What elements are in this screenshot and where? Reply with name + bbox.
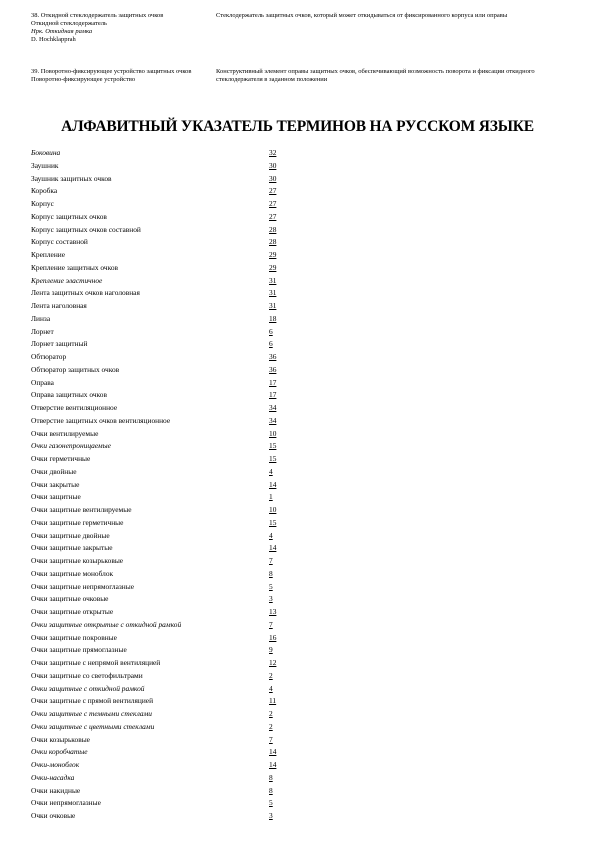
index-page-link[interactable]: 15: [269, 441, 277, 451]
index-entry: [31, 224, 291, 237]
definition-term-cell: [31, 68, 216, 108]
index-entry: [31, 759, 291, 772]
index-term: Очки защитные козырьковые: [31, 556, 124, 565]
index-term: Очки защитные прямоглазные: [31, 645, 127, 655]
index-entry: [31, 338, 291, 351]
index-entry: [31, 632, 291, 645]
index-term: Очки защитные: [31, 492, 81, 502]
index-entry: [31, 542, 291, 555]
index-page-link[interactable]: 4: [269, 466, 273, 476]
index-page-link[interactable]: 31: [269, 301, 277, 310]
index-entry: [31, 657, 291, 670]
index-term: Очки защитные очковые: [31, 594, 109, 604]
index-entry: [31, 479, 291, 492]
index-entry: [31, 644, 291, 657]
index-entry: [31, 428, 291, 441]
index-term: Очки закрытые: [31, 479, 80, 489]
index-page-link[interactable]: 5: [269, 798, 273, 808]
index-term: Заушник: [31, 160, 59, 170]
index-page-link[interactable]: 32: [269, 148, 277, 157]
index-term: Коробка: [31, 186, 58, 196]
index-entry: [31, 389, 291, 402]
index-entry: [31, 810, 291, 823]
index-term: Очки герметичные: [31, 454, 91, 463]
index-term: Заушник защитных очков: [31, 173, 112, 183]
index-page-link[interactable]: 2: [269, 709, 273, 718]
index-term: Обтюратор защитных очков: [31, 364, 120, 374]
index-entry: [31, 147, 291, 160]
index-page-link[interactable]: 7: [269, 556, 273, 565]
index-term: Линза: [31, 313, 51, 323]
index-entry: [31, 185, 291, 198]
index-page-link[interactable]: 1: [269, 492, 273, 502]
index-term: Очки защитные вентилируемые: [31, 505, 132, 514]
index-entry: [31, 351, 291, 364]
index-term: Очки защитные покровные: [31, 632, 117, 642]
definition-row: [31, 68, 571, 108]
index-term: Крепление: [31, 250, 66, 259]
index-page-link[interactable]: 14: [269, 760, 277, 769]
index-entry: [31, 377, 291, 390]
index-entry: [31, 785, 291, 798]
index-entry: [31, 415, 291, 428]
index-entry: [31, 236, 291, 249]
index-entry: [31, 160, 291, 173]
index-term: Лента наголовная: [31, 301, 87, 310]
index-term: Крепление эластичное: [31, 275, 103, 285]
index-entry: [31, 772, 291, 785]
index-term: Очки вентилируемые: [31, 428, 99, 438]
index-entry: [31, 364, 291, 377]
index-page-link[interactable]: 6: [269, 326, 273, 336]
index-term: Очки газонепроницаемые: [31, 441, 111, 451]
index-page-link[interactable]: 8: [269, 785, 273, 795]
index-term: Корпус защитных очков составной: [31, 224, 141, 234]
index-entry: [31, 313, 291, 326]
index-term: Лента защитных очков наголовная: [31, 288, 140, 298]
index-term: Очки защитные открытые: [31, 607, 114, 616]
index-page-link[interactable]: 3: [269, 811, 273, 820]
index-term: Очки коробчатые: [31, 747, 88, 757]
index-entry: [31, 746, 291, 759]
index-entry: [31, 708, 291, 721]
index-term: Корпус составной: [31, 237, 88, 247]
index-term: Очки очковые: [31, 811, 76, 820]
definition-term-line: 38. Откидной стеклодержатель защитных очков: [31, 12, 164, 19]
index-page-link[interactable]: 4: [269, 530, 273, 540]
index-page-link[interactable]: 10: [269, 505, 277, 514]
index-entry: [31, 721, 291, 734]
index-page-link[interactable]: 27: [269, 199, 277, 208]
index-page-link[interactable]: 8: [269, 568, 273, 578]
index-page-link[interactable]: 12: [269, 658, 277, 667]
definition-term-cell: [31, 12, 216, 68]
index-entry: [31, 568, 291, 581]
index-page-link[interactable]: 7: [269, 734, 273, 744]
index-page-link[interactable]: 29: [269, 250, 277, 259]
index-term: Очки непрямоглазные: [31, 798, 101, 808]
index-page-link[interactable]: 6: [269, 339, 273, 349]
index-term: Обтюратор: [31, 352, 67, 361]
index-page-link[interactable]: 28: [269, 237, 277, 247]
index-entry: [31, 287, 291, 300]
index-page-link[interactable]: 31: [269, 288, 277, 298]
definition-term-line: D. Hochklapprah: [31, 36, 76, 43]
index-entry: [31, 530, 291, 543]
index-page-link[interactable]: 9: [269, 645, 273, 655]
index-page-link[interactable]: 36: [269, 364, 277, 374]
index-entry: [31, 262, 291, 275]
definitions-table: [31, 12, 571, 108]
index-entry: [31, 517, 291, 530]
index-heading: АЛФАВИТНЫЙ УКАЗАТЕЛЬ ТЕРМИНОВ НА РУССКОМ ЯЗЫКЕ: [61, 118, 534, 135]
index-page-link[interactable]: 31: [269, 275, 277, 285]
index-page-link[interactable]: 5: [269, 581, 273, 591]
definition-term-line: Поворотно-фиксирующее устройство: [31, 76, 136, 83]
index-page-link[interactable]: 14: [269, 543, 277, 553]
index-entry: [31, 797, 291, 810]
index-term: Корпус: [31, 199, 54, 208]
index-term: Очки защитные двойные: [31, 530, 110, 540]
index-entry: [31, 249, 291, 262]
index-term: Очки защитные герметичные: [31, 517, 124, 527]
index-term: Крепление защитных очков: [31, 262, 119, 272]
index-page-link[interactable]: 17: [269, 390, 277, 400]
index-entry: [31, 491, 291, 504]
index-term: Очки защитные с прямой вентиляцией: [31, 696, 154, 706]
index-page-link[interactable]: 8: [269, 772, 273, 782]
index-term: Оправа: [31, 377, 54, 387]
index-page-link[interactable]: 34: [269, 415, 277, 425]
index-entry: [31, 453, 291, 466]
index-page-link[interactable]: 30: [269, 173, 277, 183]
index-term: Очки защитные с откидной рамкой: [31, 683, 145, 693]
definition-text: Конструктивный элемент оправы защитных очков, обеспечивающий возможность поворота и фиксации откидного стеклодержателя в заданном положении: [216, 68, 535, 83]
index-page-link[interactable]: 10: [269, 428, 277, 438]
index-page-link[interactable]: 28: [269, 224, 277, 234]
index-entry: [31, 275, 291, 288]
index-entry: [31, 670, 291, 683]
index-term: Очки двойные: [31, 466, 77, 476]
index-page-link[interactable]: 3: [269, 594, 273, 604]
index-term: Боковина: [31, 148, 61, 157]
index-entry: [31, 326, 291, 339]
index-page-link[interactable]: 30: [269, 160, 277, 170]
definition-term-line: Откидной стеклодержатель: [31, 20, 107, 27]
index-term: Очки защитные с темными стеклами: [31, 709, 152, 718]
index-term: Очки защитные со светофильтрами: [31, 670, 143, 680]
index-term: Очки-моноблок: [31, 760, 80, 769]
index-page-link[interactable]: 11: [269, 696, 277, 706]
index-term: Очки защитные с цветными стеклами: [31, 721, 155, 731]
index-page-link[interactable]: 27: [269, 186, 277, 196]
index-term: Очки-насадка: [31, 772, 75, 782]
index-term: Отверстие защитных очков вентиляционное: [31, 415, 171, 425]
index-term: Очки защитные моноблок: [31, 568, 114, 578]
index-entry: [31, 619, 291, 632]
index-page-link[interactable]: 15: [269, 517, 277, 527]
index-page-link[interactable]: 18: [269, 313, 277, 323]
index-entry: [31, 555, 291, 568]
index-entry: [31, 300, 291, 313]
index-term: Очки защитные закрытые: [31, 543, 113, 553]
index-entry: [31, 211, 291, 224]
index-entry: [31, 695, 291, 708]
index-term: Очки защитные непрямоглазные: [31, 581, 134, 591]
index-term: Очки защитные с непрямой вентиляцией: [31, 658, 161, 667]
index-entry: [31, 581, 291, 594]
index-page-link[interactable]: 36: [269, 352, 277, 361]
index-entry: [31, 734, 291, 747]
definition-term-line: Нрк. Откидная рамка: [31, 28, 93, 35]
index-term: Лорнет защитный: [31, 339, 88, 349]
index-page-link[interactable]: 16: [269, 632, 277, 642]
index-page-link[interactable]: 29: [269, 262, 277, 272]
index-entry: [31, 683, 291, 696]
index-page-link[interactable]: 15: [269, 454, 277, 463]
index-entry: [31, 402, 291, 415]
index-entry: [31, 198, 291, 211]
index-page-link[interactable]: 27: [269, 211, 277, 221]
index-entry: [31, 173, 291, 186]
index-term: Очки защитные открытые с откидной рамкой: [31, 619, 182, 629]
index-term: Очки козырьковые: [31, 734, 90, 744]
index-term: Очки накидные: [31, 785, 81, 795]
index-page-link[interactable]: 7: [269, 619, 273, 629]
index-page-link[interactable]: 2: [269, 721, 273, 731]
index-entry: [31, 440, 291, 453]
index-page-link[interactable]: 14: [269, 747, 277, 757]
index-page-link[interactable]: 4: [269, 683, 273, 693]
definition-row: [31, 12, 571, 68]
index-page-link[interactable]: 2: [269, 670, 273, 680]
index-term: Корпус защитных очков: [31, 211, 107, 221]
index-page-link[interactable]: 17: [269, 377, 277, 387]
index-page-link[interactable]: 14: [269, 479, 277, 489]
index-term: Оправа защитных очков: [31, 390, 107, 400]
index-entry: [31, 606, 291, 619]
index-entry: [31, 504, 291, 517]
index-term: Отверстие вентиляционное: [31, 403, 118, 412]
index-page-link[interactable]: 34: [269, 403, 277, 412]
index-entry: [31, 466, 291, 479]
index-entry: [31, 593, 291, 606]
definition-term-line: 39. Поворотно-фиксирующее устройство защитных очков: [31, 68, 192, 75]
index-term: Лорнет: [31, 326, 54, 336]
index-page-link[interactable]: 13: [269, 607, 277, 616]
definition-text: Стеклодержатель защитных очков, который может откидываться от фиксированного корпуса или оправы: [216, 12, 508, 19]
term-index: [31, 147, 291, 823]
